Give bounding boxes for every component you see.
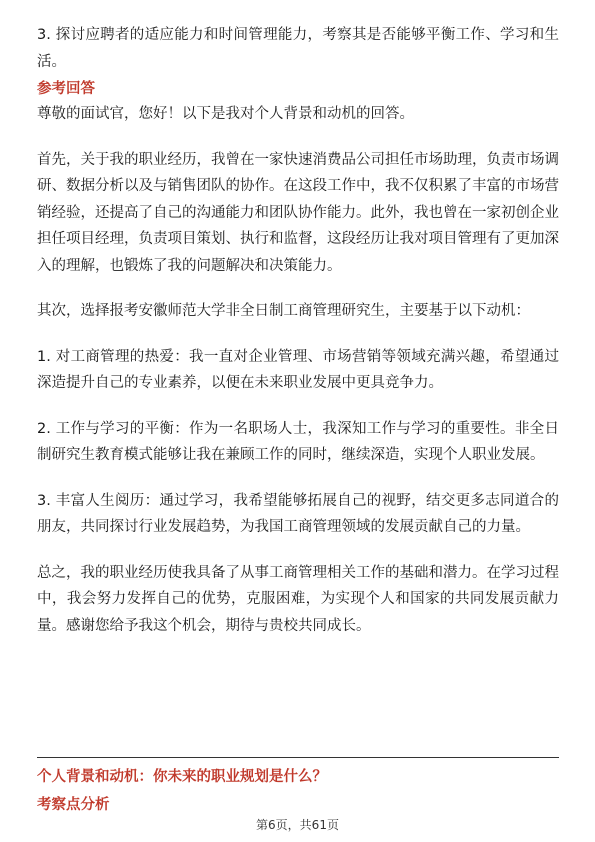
answer-paragraph-experience: 首先，关于我的职业经历，我曾在一家快速消费品公司担任市场助理，负责市场调研、数据分析以及与销售团队的协作。在这段工作中，我不仅积累了丰富的市场营销经验，还提高了自己的沟通能力和团队协作能力。此外，我也曾在一家初创企业担任项目经理，负责项目策划、执行和监督，这段经历让我对项目管理有了更加深入的理解，也锻炼了我的问题解决和决策能力。	[37, 151, 559, 274]
analysis-heading: 考察点分析	[37, 797, 110, 813]
paragraph-gap	[37, 128, 559, 147]
reference-answer-heading: 参考回答	[37, 81, 95, 97]
answer-conclusion: 总之，我的职业经历使我具备了从事工商管理相关工作的基础和潜力。在学习过程中，我会努力发挥自己的优势，克服困难，为实现个人和国家的共同发展贡献力量。感谢您给予我这个机会，期待与贵校共同成长。	[37, 564, 559, 634]
paragraph-gap	[37, 541, 559, 560]
paragraph-gap	[37, 397, 559, 416]
answer-paragraph-motives-intro: 其次，选择报考安徽师范大学非全日制工商管理研究生，主要基于以下动机：	[37, 303, 530, 319]
next-section	[37, 763, 559, 819]
paragraph-gap	[37, 279, 559, 298]
paragraph-gap	[37, 469, 559, 488]
paragraph-gap	[37, 325, 559, 344]
document-body	[37, 22, 559, 639]
page-number: 第6页，共61页	[256, 818, 339, 832]
motive-item-1: 1. 对工商管理的热爱：我一直对企业管理、市场营销等领域充满兴趣，希望通过深造提升自己的专业素养，以便在未来职业发展中更具竞争力。	[37, 348, 559, 391]
question-point-3: 3. 探讨应聘者的适应能力和时间管理能力，考察其是否能够平衡工作、学习和生活。	[37, 27, 559, 70]
section-divider	[37, 757, 559, 758]
answer-greeting: 尊敬的面试官，您好！以下是我对个人背景和动机的回答。	[37, 106, 414, 122]
motive-item-3: 3. 丰富人生阅历：通过学习，我希望能够拓展自己的视野，结交更多志同道合的朋友，共同探讨行业发展趋势，为我国工商管理领域的发展贡献自己的力量。	[37, 492, 559, 535]
next-question-heading: 个人背景和动机：你未来的职业规划是什么？	[37, 769, 327, 785]
motive-item-2: 2. 工作与学习的平衡：作为一名职场人士，我深知工作与学习的重要性。非全日制研究生教育模式能够让我在兼顾工作的同时，继续深造，实现个人职业发展。	[37, 420, 559, 463]
